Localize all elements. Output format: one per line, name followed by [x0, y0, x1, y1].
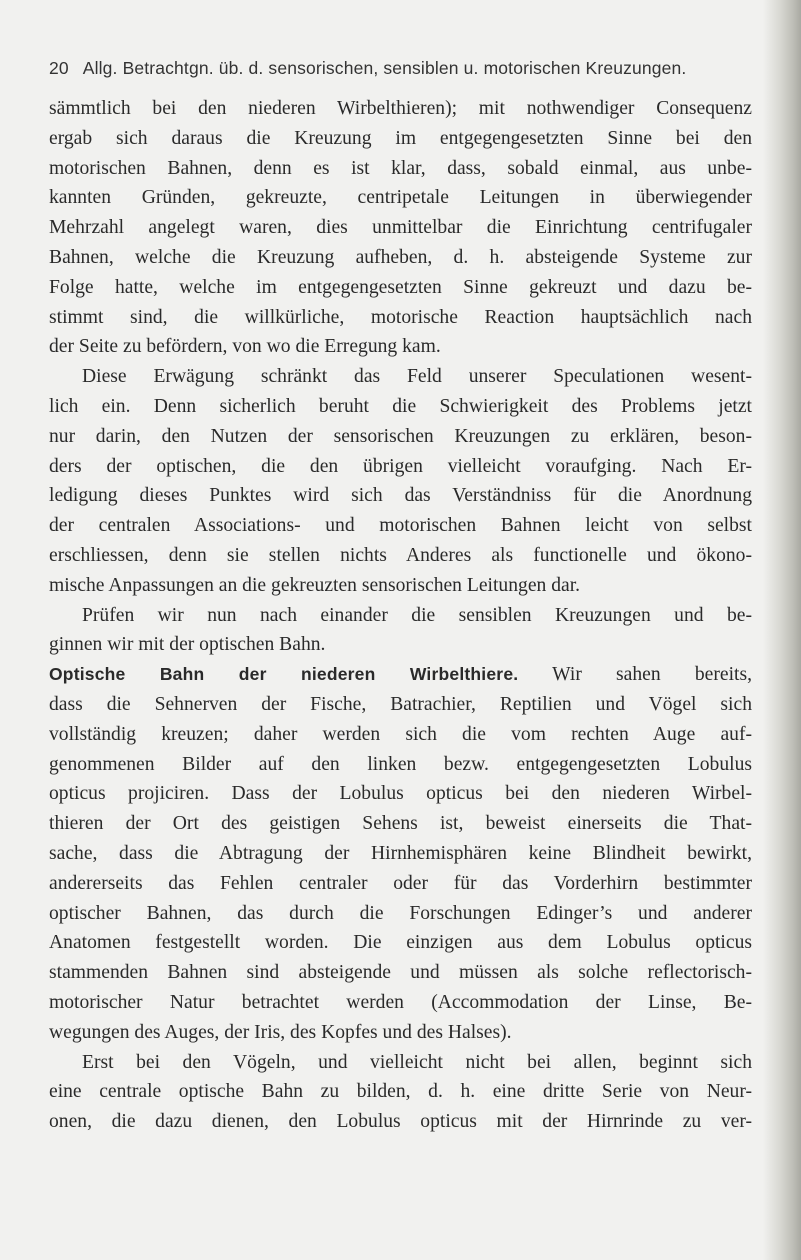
text-line: onen, die dazu dienen, den Lobulus opticus mit der Hirnrinde zu ver-: [49, 1111, 752, 1133]
text-line: Mehrzahl angelegt waren, dies unmittelbar die Einrichtung centrifugaler: [49, 217, 752, 239]
text-line: dass die Sehnerven der Fische, Batrachier, Reptilien und Vögel sich: [49, 693, 752, 715]
running-header: [49, 58, 749, 79]
text-line: ergab sich daraus die Kreuzung im entgegengesetzten Sinne bei den: [49, 127, 752, 149]
text-line: sache, dass die Abtragung der Hirnhemisphären keine Blindheit bewirkt,: [49, 842, 752, 864]
text-line: opticus projiciren. Dass der Lobulus opticus bei den niederen Wirbel-: [49, 783, 752, 805]
text-line-with-heading: [49, 660, 752, 690]
text-line: stammenden Bahnen sind absteigende und müssen als solche reflectorisch-: [49, 962, 752, 984]
text-line: ders der optischen, die den übrigen vielleicht voraufging. Nach Er-: [49, 455, 752, 477]
text-line: Folge hatte, welche im entgegengesetzten Sinne gekreuzt und dazu be-: [49, 276, 752, 298]
text-line: Bahnen, welche die Kreuzung aufheben, d. h. absteigende Systeme zur: [49, 246, 752, 268]
section-heading: Optische Bahn der niederen Wirbelthiere.: [49, 664, 519, 685]
text-line: eine centrale optische Bahn zu bilden, d. h. eine dritte Serie von Neur-: [49, 1081, 752, 1103]
text-line: stimmt sind, die willkürliche, motorische Reaction hauptsächlich nach: [49, 306, 752, 328]
text-line: wegungen des Auges, der Iris, des Kopfes und des Halses).: [49, 1021, 512, 1043]
text-line: motorischer Natur betrachtet werden (Accommodation der Linse, Be-: [49, 991, 752, 1013]
text-line: sämmtlich bei den niederen Wirbelthieren); mit nothwendiger Consequenz: [49, 98, 752, 119]
heading-line-rest: Wir sahen bereits,: [518, 664, 752, 686]
text-line: erschliessen, denn sie stellen nichts Anderes als functionelle und ökono-: [49, 544, 752, 566]
text-line: lich ein. Denn sicherlich beruht die Schwierigkeit des Problems jetzt: [49, 395, 752, 417]
page-number: 20: [49, 58, 69, 78]
text-line: nur darin, den Nutzen der sensorischen Kreuzungen zu erklären, beson-: [49, 425, 752, 447]
text-line: Anatomen festgestellt worden. Die einzigen aus dem Lobulus opticus: [49, 932, 752, 954]
text-line: ledigung dieses Punktes wird sich das Verständniss für die Anordnung: [49, 485, 752, 507]
text-line: andererseits das Fehlen centraler oder für das Vorderhirn bestimmter: [49, 872, 752, 894]
text-line: kannten Gründen, gekreuzte, centripetale Leitungen in überwiegender: [49, 187, 752, 209]
text-line: ginnen wir mit der optischen Bahn.: [49, 634, 326, 656]
text-line: thieren der Ort des geistigen Sehens ist, beweist einerseits die That-: [49, 813, 752, 835]
text-line: vollständig kreuzen; daher werden sich die vom rechten Auge auf-: [49, 723, 752, 745]
running-title: Allg. Betrachtgn. üb. d. sensorischen, sensiblen u. motorischen Kreuzungen.: [82, 58, 687, 78]
text-line: Prüfen wir nun nach einander die sensiblen Kreuzungen und be-: [82, 604, 752, 626]
text-line: Erst bei den Vögeln, und vielleicht nicht bei allen, beginnt sich: [82, 1051, 752, 1073]
text-line: der Seite zu befördern, von wo die Erregung kam.: [49, 336, 441, 358]
text-line: genommenen Bilder auf den linken bezw. entgegengesetzten Lobulus: [49, 753, 752, 775]
page-edge-shadow: [763, 0, 801, 1260]
body-text: [49, 94, 752, 1137]
text-line: optischer Bahnen, das durch die Forschungen Edinger’s und anderer: [49, 902, 752, 924]
text-line: Diese Erwägung schränkt das Feld unserer Speculationen wesent-: [82, 366, 752, 388]
text-line: mische Anpassungen an die gekreuzten sensorischen Leitungen dar.: [49, 574, 581, 596]
text-line: motorischen Bahnen, denn es ist klar, dass, sobald einmal, aus unbe-: [49, 157, 752, 179]
text-line: der centralen Associations- und motorischen Bahnen leicht von selbst: [49, 515, 752, 537]
